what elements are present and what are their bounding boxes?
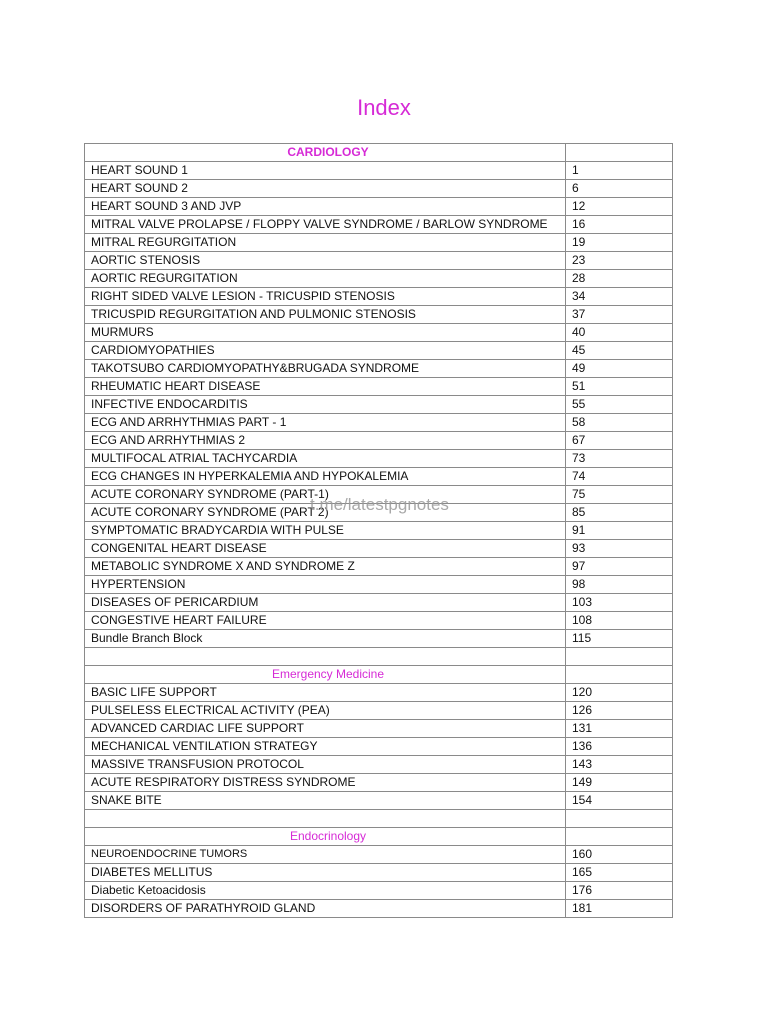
topic-cell: ACUTE CORONARY SYNDROME (PART-1) <box>85 486 566 504</box>
topic-cell: AORTIC STENOSIS <box>85 252 566 270</box>
page-number-cell: 37 <box>566 306 673 324</box>
topic-cell: DISORDERS OF PARATHYROID GLAND <box>85 900 566 918</box>
table-row <box>85 576 673 594</box>
page-number-cell: 28 <box>566 270 673 288</box>
page-title: Index <box>357 95 411 120</box>
topic-cell: HEART SOUND 1 <box>85 162 566 180</box>
page-number-cell: 49 <box>566 360 673 378</box>
topic-cell: AORTIC REGURGITATION <box>85 270 566 288</box>
section-heading-row <box>85 666 673 684</box>
topic-cell: METABOLIC SYNDROME X AND SYNDROME Z <box>85 558 566 576</box>
page-number-cell: 23 <box>566 252 673 270</box>
topic-cell: ACUTE CORONARY SYNDROME (PART 2) <box>85 504 566 522</box>
page-number-cell: 149 <box>566 774 673 792</box>
topic-cell: MASSIVE TRANSFUSION PROTOCOL <box>85 756 566 774</box>
table-row <box>85 900 673 918</box>
table-row <box>85 864 673 882</box>
topic-cell: CONGENITAL HEART DISEASE <box>85 540 566 558</box>
spacer-row <box>85 810 673 828</box>
table-row <box>85 756 673 774</box>
topic-cell: MECHANICAL VENTILATION STRATEGY <box>85 738 566 756</box>
spacer-cell <box>85 810 566 828</box>
page-number-cell: 154 <box>566 792 673 810</box>
topic-cell: Bundle Branch Block <box>85 630 566 648</box>
table-row <box>85 720 673 738</box>
topic-cell: ECG CHANGES IN HYPERKALEMIA AND HYPOKALEMIA <box>85 468 566 486</box>
page-number-cell: 97 <box>566 558 673 576</box>
section-heading-page-cell <box>566 144 673 162</box>
table-row <box>85 324 673 342</box>
page-number-cell: 120 <box>566 684 673 702</box>
topic-cell: BASIC LIFE SUPPORT <box>85 684 566 702</box>
page-number-cell: 74 <box>566 468 673 486</box>
topic-cell: MITRAL VALVE PROLAPSE / FLOPPY VALVE SYNDROME / BARLOW SYNDROME <box>85 216 566 234</box>
topic-cell: ACUTE RESPIRATORY DISTRESS SYNDROME <box>85 774 566 792</box>
page-number-cell: 115 <box>566 630 673 648</box>
page-number-cell: 98 <box>566 576 673 594</box>
section-heading-page-cell <box>566 828 673 846</box>
topic-cell: Diabetic Ketoacidosis <box>85 882 566 900</box>
topic-cell: ADVANCED CARDIAC LIFE SUPPORT <box>85 720 566 738</box>
topic-cell: RHEUMATIC HEART DISEASE <box>85 378 566 396</box>
table-row <box>85 270 673 288</box>
table-row <box>85 882 673 900</box>
table-row <box>85 396 673 414</box>
topic-cell: PULSELESS ELECTRICAL ACTIVITY (PEA) <box>85 702 566 720</box>
table-row <box>85 702 673 720</box>
page-number-cell: 91 <box>566 522 673 540</box>
table-row <box>85 252 673 270</box>
table-row <box>85 450 673 468</box>
index-table <box>84 143 673 918</box>
topic-cell: SNAKE BITE <box>85 792 566 810</box>
page-number-cell: 85 <box>566 504 673 522</box>
section-heading: CARDIOLOGY <box>85 144 566 162</box>
page-number-cell: 40 <box>566 324 673 342</box>
table-row <box>85 162 673 180</box>
table-row <box>85 288 673 306</box>
page-number-cell: 143 <box>566 756 673 774</box>
topic-cell: MITRAL REGURGITATION <box>85 234 566 252</box>
page-number-cell: 73 <box>566 450 673 468</box>
table-row <box>85 234 673 252</box>
spacer-cell <box>566 810 673 828</box>
page-number-cell: 1 <box>566 162 673 180</box>
topic-cell: HEART SOUND 2 <box>85 180 566 198</box>
topic-cell: DIABETES MELLITUS <box>85 864 566 882</box>
topic-cell: RIGHT SIDED VALVE LESION - TRICUSPID STENOSIS <box>85 288 566 306</box>
table-row <box>85 180 673 198</box>
table-row <box>85 522 673 540</box>
page-number-cell: 6 <box>566 180 673 198</box>
page-number-cell: 55 <box>566 396 673 414</box>
table-row <box>85 432 673 450</box>
page-number-cell: 45 <box>566 342 673 360</box>
section-heading: Endocrinology <box>85 828 566 846</box>
topic-cell: MULTIFOCAL ATRIAL TACHYCARDIA <box>85 450 566 468</box>
page-number-cell: 136 <box>566 738 673 756</box>
table-row <box>85 558 673 576</box>
page-number-cell: 58 <box>566 414 673 432</box>
page-number-cell: 12 <box>566 198 673 216</box>
page-number-cell: 108 <box>566 612 673 630</box>
page-number-cell: 19 <box>566 234 673 252</box>
section-heading: Emergency Medicine <box>85 666 566 684</box>
topic-cell: SYMPTOMATIC BRADYCARDIA WITH PULSE <box>85 522 566 540</box>
table-row <box>85 414 673 432</box>
topic-cell: INFECTIVE ENDOCARDITIS <box>85 396 566 414</box>
section-heading-row <box>85 144 673 162</box>
topic-cell: HEART SOUND 3 AND JVP <box>85 198 566 216</box>
table-row <box>85 792 673 810</box>
topic-cell: MURMURS <box>85 324 566 342</box>
page-number-cell: 103 <box>566 594 673 612</box>
table-row <box>85 306 673 324</box>
table-row <box>85 198 673 216</box>
spacer-cell <box>566 648 673 666</box>
index-table-body <box>85 144 673 918</box>
topic-cell: ECG AND ARRHYTHMIAS PART - 1 <box>85 414 566 432</box>
topic-cell: NEUROENDOCRINE TUMORS <box>85 846 566 864</box>
table-row <box>85 378 673 396</box>
page-number-cell: 75 <box>566 486 673 504</box>
table-row <box>85 630 673 648</box>
watermark-text: t.me/latestpgnotes <box>310 495 449 514</box>
topic-cell: CONGESTIVE HEART FAILURE <box>85 612 566 630</box>
page-number-cell: 165 <box>566 864 673 882</box>
topic-cell: TRICUSPID REGURGITATION AND PULMONIC STENOSIS <box>85 306 566 324</box>
page-number-cell: 131 <box>566 720 673 738</box>
table-row <box>85 612 673 630</box>
table-row <box>85 738 673 756</box>
section-heading-row <box>85 828 673 846</box>
page-number-cell: 67 <box>566 432 673 450</box>
table-row <box>85 684 673 702</box>
spacer-row <box>85 648 673 666</box>
table-row <box>85 540 673 558</box>
spacer-cell <box>85 648 566 666</box>
page-number-cell: 34 <box>566 288 673 306</box>
topic-cell: HYPERTENSION <box>85 576 566 594</box>
page-number-cell: 16 <box>566 216 673 234</box>
topic-cell: CARDIOMYOPATHIES <box>85 342 566 360</box>
topic-cell: ECG AND ARRHYTHMIAS 2 <box>85 432 566 450</box>
table-row <box>85 846 673 864</box>
table-row <box>85 774 673 792</box>
table-row <box>85 594 673 612</box>
page-number-cell: 160 <box>566 846 673 864</box>
table-row <box>85 216 673 234</box>
section-heading-page-cell <box>566 666 673 684</box>
table-row <box>85 342 673 360</box>
table-row <box>85 360 673 378</box>
page-number-cell: 51 <box>566 378 673 396</box>
topic-cell: DISEASES OF PERICARDIUM <box>85 594 566 612</box>
page-number-cell: 126 <box>566 702 673 720</box>
page-number-cell: 181 <box>566 900 673 918</box>
page-number-cell: 176 <box>566 882 673 900</box>
topic-cell: TAKOTSUBO CARDIOMYOPATHY&BRUGADA SYNDROME <box>85 360 566 378</box>
table-row <box>85 468 673 486</box>
page-number-cell: 93 <box>566 540 673 558</box>
